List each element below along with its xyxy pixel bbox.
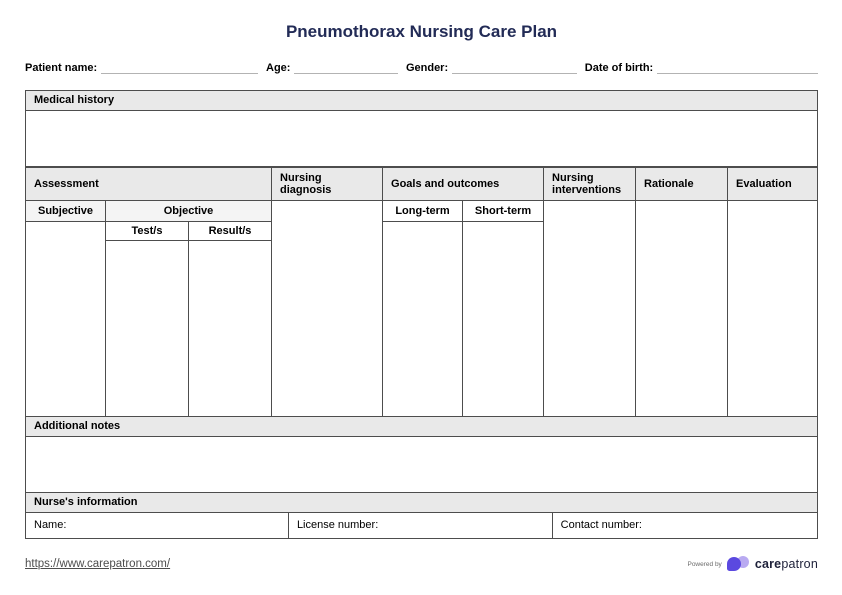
page-title: Pneumothorax Nursing Care Plan [285, 22, 558, 41]
medical-history-input-box[interactable] [25, 111, 818, 167]
rationale-header: Rationale [636, 168, 728, 201]
additional-notes-header: Additional notes [25, 417, 818, 437]
short-term-subheader: Short-term [463, 201, 544, 222]
additional-notes-input-box[interactable] [25, 437, 818, 493]
nursing-interventions-header: Nursing interventions [544, 168, 636, 201]
patient-name-label: Patient name: [25, 62, 98, 74]
medical-history-header: Medical history [25, 90, 818, 111]
long-term-subheader: Long-term [383, 201, 463, 222]
subjective-subheader: Subjective [26, 201, 106, 222]
long-term-input-cell[interactable] [383, 222, 463, 417]
gender-label: Gender: [405, 62, 449, 74]
carepatron-wordmark: carepatron [754, 557, 818, 571]
age-input-line[interactable] [294, 61, 397, 74]
powered-by-label: Powered by [687, 560, 722, 568]
care-plan-table [25, 167, 818, 417]
subjective-input-cell[interactable] [26, 222, 106, 417]
objective-subheader: Objective [106, 201, 272, 222]
carepatron-logo-icon [727, 556, 750, 572]
evaluation-header: Evaluation [728, 168, 818, 201]
patient-info-row [25, 61, 818, 74]
license-number-label: License number: [296, 519, 379, 531]
logo-purple-bubble [727, 557, 741, 571]
date-of-birth-label: Date of birth: [584, 62, 654, 74]
contact-number-label: Contact number: [560, 519, 642, 531]
powered-by-badge[interactable] [687, 556, 818, 572]
nurse-name-label: Name: [34, 519, 67, 531]
tests-input-cell[interactable] [106, 241, 189, 417]
carepatron-link[interactable]: https://www.carepatron.com/ [25, 558, 171, 570]
results-input-cell[interactable] [189, 241, 272, 417]
contact-number-input-cell[interactable] [552, 513, 817, 539]
patient-name-input-line[interactable] [101, 61, 258, 74]
age-label: Age: [266, 62, 291, 74]
evaluation-input-cell[interactable] [728, 201, 818, 417]
rationale-input-cell[interactable] [636, 201, 728, 417]
nurse-information-header: Nurse's information [25, 493, 818, 513]
gender-input-line[interactable] [452, 61, 577, 74]
license-number-input-cell[interactable] [288, 513, 552, 539]
assessment-header: Assessment [26, 168, 272, 201]
goals-outcomes-header: Goals and outcomes [383, 168, 544, 201]
gender-field [406, 61, 585, 74]
tests-subheader: Test/s [106, 222, 189, 241]
nursing-diagnosis-input-cell[interactable] [272, 201, 383, 417]
date-of-birth-field [585, 61, 818, 74]
date-of-birth-input-line[interactable] [657, 61, 818, 74]
short-term-input-cell[interactable] [463, 222, 544, 417]
results-subheader: Result/s [189, 222, 272, 241]
nurse-name-input-cell[interactable] [26, 513, 289, 539]
nursing-diagnosis-header: Nursing diagnosis [272, 168, 383, 201]
footer [25, 556, 818, 572]
age-field [266, 61, 406, 74]
patient-name-field [25, 61, 266, 74]
nursing-interventions-input-cell[interactable] [544, 201, 636, 417]
nurse-information-table [25, 513, 818, 539]
